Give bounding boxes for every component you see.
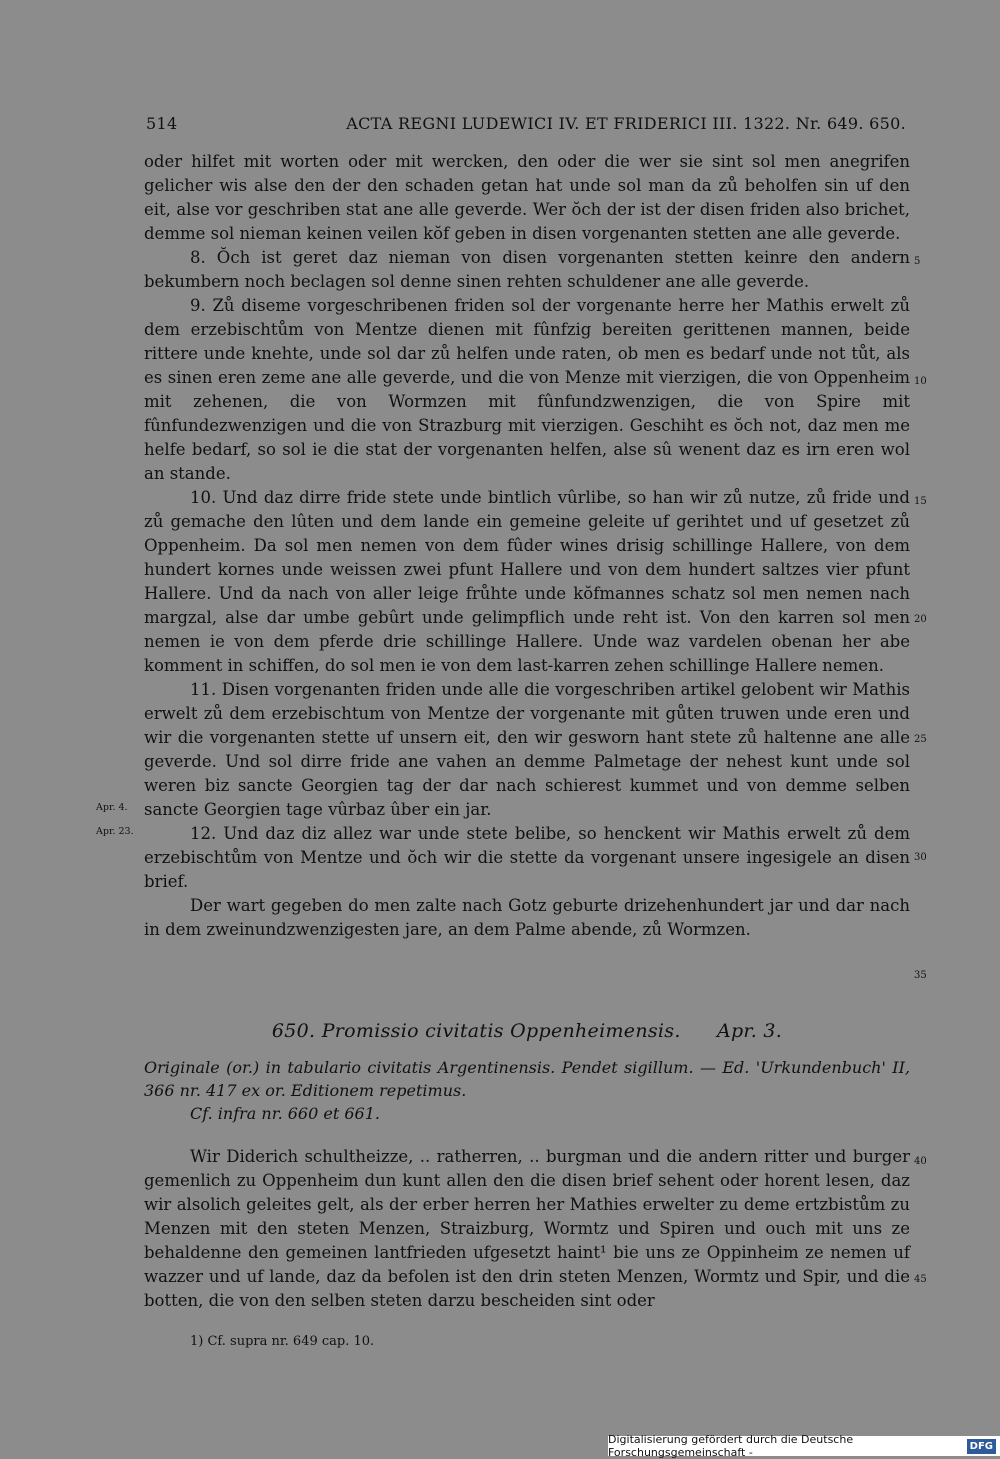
- line-number: 35: [914, 970, 927, 981]
- footer-text: Digitalisierung gefördert durch die Deutsche Forschungsgemeinschaft -: [608, 1433, 854, 1459]
- source-note: Originale (or.) in tabulario civitatis Argentinensis. Pendet sigillum. — Ed. 'Urkundenbuch' II, 366 nr. 417 ex or. Editionem repetimus.: [144, 1058, 910, 1100]
- paragraph-9: 9. Zů diseme vorgeschribenen friden sol der vorgenante herre her Mathis erwelt zů dem erzebischtům von Mentze dienen mit fûnfzig bereiten gerittenen mannen, beide rittere unde knehte, unde sol dar zů helfen unde raten, ob men es bedarf unde not tůt, als es sinen eren zeme ane alle geverde, und die von Menze mit vierzigen, die von Oppenheim mit zehenen, die von Wormzen mit fûnfundzwenzigen, die von Spire mit fûnfundezwenzigen und die von Strazburg mit vierzigen. Geschiht es ŏch not, daz men me helfe bedarf, so sol ie die stat der vorgenanten helfen, alse sû wenent daz es irn eren wol an stande.: [144, 296, 910, 483]
- footer-banner: [608, 1433, 1000, 1459]
- paragraph-dating: Der wart gegeben do men zalte nach Gotz geburte drizehenhundert jar und dar nach in dem zweinundzwenzigesten jare, an dem Palme abende, zů Wormzen.: [144, 896, 910, 939]
- line-number: 20: [914, 614, 927, 625]
- paragraph-8: 8. Ŏch ist geret daz nieman von disen vorgenanten stetten keinre den andern bekumbern noch beclagen sol denne sinen rehten schuldener ane alle geverde.: [144, 248, 910, 291]
- page-header: [146, 114, 906, 133]
- paragraph-10: 10. Und daz dirre fride stete unde bintlich vûrlibe, so han wir zů nutze, zů fride und zů gemache den lûten und dem lande ein gemeine geleite uf gerihtet und uf gesetzet zů Oppenheim. Da sol men nemen von dem fûder wines drisig schillinge Hallere, von dem hundert kornes unde weissen zwei pfunt Hallere und von dem hundert saltzes vier pfunt Hallere. Und da nach von aller leige frůhte unde kŏfmannes schatz sol men nemen nach margzal, alse dar umbe gebûrt unde gelimpflich unde reht ist. Von den karren sol men nemen ie von dem pferde drie schillinge Hallere. Unde waz vardelen obenan her abe komment in schiffen, do sol men ie von dem last-karren zehen schillinge Hallere nemen.: [144, 488, 910, 675]
- line-number: 40: [914, 1156, 927, 1167]
- paragraph-12: 12. Und daz diz allez war unde stete belibe, so henckent wir Mathis erwelt zů dem erzebischtům von Mentze und ŏch wir die stette da vorgenant unsere ingesigele an disen brief.: [144, 824, 910, 891]
- line-number: 30: [914, 852, 927, 863]
- margin-note: Apr. 4.: [96, 802, 128, 813]
- cross-reference: Cf. infra nr. 660 et 661.: [190, 1104, 380, 1123]
- document-650-heading: [144, 1020, 910, 1042]
- paragraph-11: 11. Disen vorgenanten friden unde alle die vorgeschriben artikel gelobent wir Mathis erwelt zů dem erzebischtum von Mentze der vorgenante mit gůten truwen unde eren und wir die vorgenanten stette uf unsern eit, den wir gesworn hant stete zů haltenne ane alle geverde. Und sol dirre fride ane vahen an demme Palmetage der nehest kunt unde sol weren biz sancte Georgien tag der dar nach schierest kummet und von demme selben sancte Georgien tage vûrbaz ûber ein jar.: [144, 680, 910, 819]
- running-title: ACTA REGNI LUDEWICI IV. ET FRIDERICI III. 1322. Nr. 649. 650.: [346, 114, 906, 133]
- document-650-date: Apr. 3.: [716, 1020, 783, 1042]
- paragraph-continuation: oder hilfet mit worten oder mit wercken, den oder die wer sie sint sol men anegrifen gelicher wis alse den der den schaden getan hat unde sol man da zů beholfen sin uf den eit, alse vor geschriben stat ane alle geverde. Wer ŏch der ist der disen friden also brichet, demme sol nieman keinen veilen kŏf geben in disen vorgenanten stetten ane alle geverde.: [144, 152, 910, 243]
- line-number: 5: [914, 256, 921, 267]
- line-number: 10: [914, 376, 927, 387]
- margin-note: Apr. 23.: [96, 826, 134, 837]
- footnote: 1) Cf. supra nr. 649 cap. 10.: [190, 1334, 375, 1349]
- dfg-logo: DFG: [967, 1439, 996, 1454]
- document-650-apparatus: [144, 1056, 910, 1313]
- document-649-body: [144, 150, 910, 942]
- document-650-text: Wir Diderich schultheizze, .. ratherren, .. burgman und die andern ritter und burger gemenlich zu Oppenheim dun kunt allen den die disen brief sehent oder horent lesen, daz wir alsolich geleites gelt, als der erber herren her Mathies erwelter zu deme ertzbistům zu Menzen mit den steten Menzen, Straizburg, Wormtz und Spiren und ouch mit uns ze behaldenne den gemeinen lantfrieden ufgesetzt haint¹ bie uns ze Oppinheim ze nemen uf wazzer und uf lande, daz da befolen ist den drin steten Menzen, Wormtz und Spir, und die botten, die von den selben steten darzu bescheiden sint oder: [144, 1147, 910, 1310]
- document-650-title: 650. Promissio civitatis Oppenheimensis.: [271, 1020, 681, 1042]
- line-number: 15: [914, 496, 927, 507]
- page-number: 514: [146, 114, 178, 133]
- line-number: 45: [914, 1274, 927, 1285]
- line-number: 25: [914, 734, 927, 745]
